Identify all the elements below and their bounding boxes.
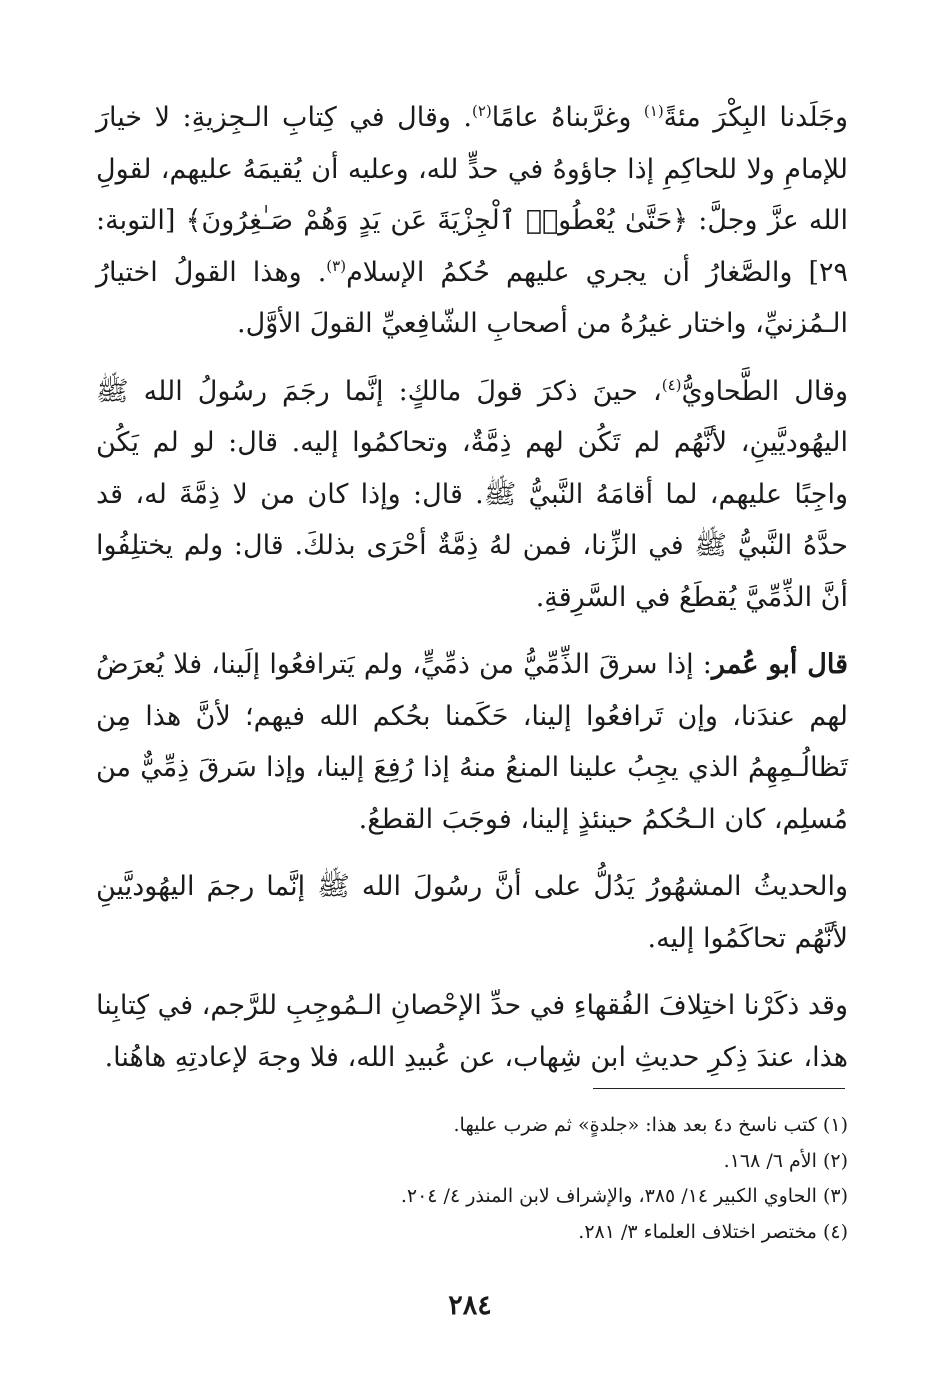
text-run: ، حينَ ذكرَ قولَ مالكٍ: إنَّما رجَمَ رسُولُ الله ﷺ اليهُوديَّينِ، لأنَّهُم لم تَكُن لهم ذِمَّةٌ، وتحاكمُوا إليه. قال: لو لم يَكُن واجِبًا عليهم، لما أقامَهُ النَّبيُّ ﷺ. قال: وإذا كان من لا ذِمَّةَ له، قد حدَّهُ النَّبيُّ ﷺ في الزِّنا، فمن لهُ ذِمَّةٌ أحْرَى بذلكَ. قال: ولم يختلِفُوا أنَّ الذِّمِّيَّ يُقطَعُ في السَّرِقةِ. — [96, 375, 848, 613]
footnote-ref-3: (٣) — [326, 256, 347, 275]
footnote-ref-2: (٢) — [471, 102, 492, 120]
text-run: . وهذا القولُ اختيارُ الـمُزنيِّ، واختار غيرُهُ من أصحابِ الشّافِعيِّ القولَ الأوَّل. — [96, 256, 848, 339]
text-run: : إذا سرقَ الذِّمِّيُّ من ذمِّيٍّ، ولم يَترافعُوا إلَينا، فلا يُعرَضُ لهم عندَنا، وإن تَرافعُوا إلينا، حَكَمنا بحُكم الله فيهم؛ لأنَّ هذا مِن تَظالُـمِهِمُ الذي يجِبُ علينا المنعُ منهُ إذا رُفِعَ إلينا، وإذا سَرقَ ذِمِّيٌّ من مُسلِم، كان الـحُكمُ حينئذٍ إلينا، فوجَبَ القطعُ. — [96, 649, 848, 835]
text-run: والحديثُ المشهُورُ يَدُلُّ على أنَّ رسُولَ الله ﷺ إنَّما رجمَ اليهُوديَّينِ لأنَّهُم تحاكَمُوا إليه. — [96, 871, 848, 954]
text-run: وجَلَدنا البِكْرَ مئةً — [663, 102, 849, 133]
text-run: . وقال في كِتابِ الـجِزيةِ: لا خيارَ للإمامِ ولا للحاكِمِ إذا جاؤوهُ في حدٍّ لله، وعليه أن يُقيمَهُ عليهم، لقولِ الله عزَّ وجلَّ: ﴿حَتَّىٰ يُعْطُوا۟ ٱلْجِزْيَةَ عَن يَدٍ وَهُمْ صَـٰغِرُونَ﴾ [التوبة: ٢٩] والصَّغارُ أن يجري عليهم حُكمُ الإسلام — [96, 102, 848, 288]
paragraph-1 — [96, 92, 848, 350]
main-text — [96, 92, 848, 1099]
footnote-3: (٣) الحاوي الكبير ١٤/ ٣٨٥، والإشراف لابن المنذر ٤/ ٢٠٤. — [400, 1185, 848, 1207]
footnote-ref-1: (١) — [643, 102, 664, 120]
page-number: ٢٨٤ — [448, 1290, 492, 1321]
footnote-1: (١) كتب ناسخ د٤ بعد هذا: «جلدةٍ» ثم ضرب عليها. — [453, 1114, 848, 1136]
footnote-divider — [593, 1088, 845, 1089]
paragraph-5 — [96, 980, 848, 1083]
paragraph-3 — [96, 639, 848, 845]
footnote-4: (٤) مختصر اختلاف العلماء ٣/ ٢٨١. — [578, 1220, 848, 1243]
paragraph-4 — [96, 861, 848, 964]
text-run: وقال الطَّحاويُّ — [681, 375, 848, 407]
footnotes — [96, 1108, 848, 1250]
footnote-ref-4: (٤) — [661, 375, 682, 394]
footnote-2: (٢) الأم ٦/ ١٦٨. — [723, 1149, 848, 1172]
paragraph-2 — [96, 366, 848, 624]
speaker-heading: قال أبو عُمر — [711, 649, 848, 680]
text-run: وغرَّبناهُ عامًا — [491, 102, 644, 133]
text-run: وقد ذكَرْنا اختِلافَ الفُقهاءِ في حدِّ الإحْصانِ الـمُوجِبِ للرَّجم، في كِتابِنا هذا، عندَ ذِكرِ حديثِ ابن شِهاب، عن عُبيدِ الله، فلا وجهَ لإعادتِهِ هاهُنا. — [95, 990, 848, 1073]
